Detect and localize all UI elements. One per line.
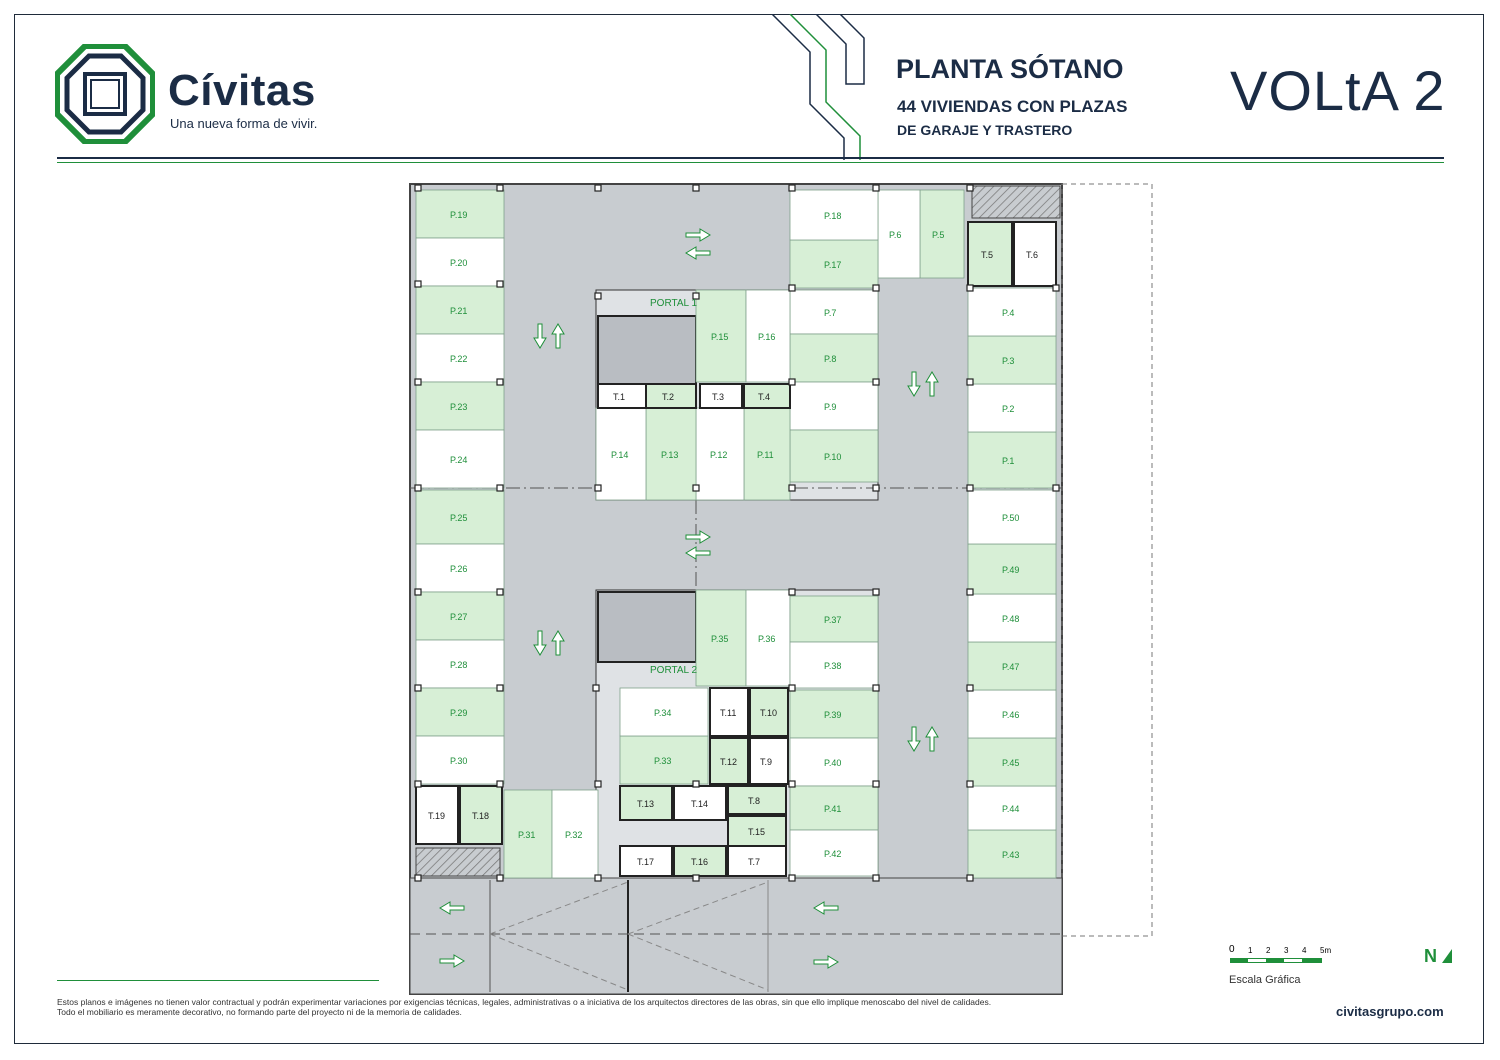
structural-column <box>789 875 795 881</box>
parking-label: P.6 <box>889 230 902 240</box>
structural-column <box>497 685 503 691</box>
brand-tagline: Una nueva forma de vivir. <box>170 116 318 131</box>
structural-column <box>415 685 421 691</box>
scale-tick: 0 <box>1229 944 1235 955</box>
parking-label: P.5 <box>932 230 945 240</box>
storage-label: T.10 <box>760 708 778 718</box>
parking-label: P.39 <box>824 710 842 720</box>
storage-label: T.4 <box>758 392 771 402</box>
parking-label: P.28 <box>450 660 468 670</box>
parking-label: P.46 <box>1002 710 1020 720</box>
structural-column <box>415 281 421 287</box>
scale-bar <box>1230 957 1324 965</box>
portal-2-label: PORTAL 2 <box>650 665 698 676</box>
parking-label: P.4 <box>1002 308 1015 318</box>
storage-label: T.7 <box>748 857 761 867</box>
structural-column <box>789 285 795 291</box>
page-subtitle-1: 44 VIVIENDAS CON PLAZAS <box>897 97 1128 116</box>
disclaimer-line-2: Todo el mobiliario es meramente decorativo, no formando parte del proyecto ni de la memoria de calidades. <box>57 1007 462 1017</box>
structural-column <box>693 781 699 787</box>
structural-column <box>497 185 503 191</box>
page-title: PLANTA SÓTANO <box>896 54 1124 84</box>
storage-label: T.15 <box>748 827 766 837</box>
parking-label: P.31 <box>518 830 536 840</box>
structural-column <box>693 485 699 491</box>
structural-column <box>873 685 879 691</box>
parking-label: P.23 <box>450 402 468 412</box>
portal-1-label: PORTAL 1 <box>650 298 698 309</box>
storage-label: T.12 <box>720 757 738 767</box>
stair-core-1 <box>598 316 696 384</box>
parking-label: P.11 <box>757 450 774 460</box>
storage-label: T.16 <box>691 857 709 867</box>
scale-tick: 3 <box>1284 946 1289 955</box>
adjacent-plot-outline <box>1062 184 1152 936</box>
storage-label: T.14 <box>691 799 709 809</box>
structural-column <box>789 781 795 787</box>
parking-label: P.7 <box>824 308 837 318</box>
structural-column <box>873 589 879 595</box>
hatched-shaft-top <box>972 186 1060 218</box>
footer-rule <box>57 980 379 981</box>
north-arrow-icon <box>1442 949 1452 963</box>
structural-column <box>415 185 421 191</box>
ramp-area <box>410 878 1062 994</box>
parking-label: P.9 <box>824 402 837 412</box>
page-subtitle-2: DE GARAJE Y TRASTERO <box>897 122 1073 138</box>
parking-label: P.41 <box>824 804 842 814</box>
parking-label: P.42 <box>824 849 842 859</box>
storage-label: T.9 <box>760 757 773 767</box>
storage-label: T.11 <box>720 708 737 718</box>
parking-label: P.34 <box>654 708 672 718</box>
structural-column <box>789 485 795 491</box>
brand-name: Cívitas <box>168 66 316 115</box>
parking-label: P.44 <box>1002 804 1020 814</box>
structural-column <box>873 781 879 787</box>
parking-label: P.15 <box>711 332 729 342</box>
structural-column <box>595 185 601 191</box>
structural-column <box>789 685 795 691</box>
parking-label: P.32 <box>565 830 583 840</box>
structural-column <box>497 589 503 595</box>
structural-column <box>595 781 601 787</box>
parking-label: P.2 <box>1002 404 1015 414</box>
structural-column <box>967 379 973 385</box>
parking-label: P.25 <box>450 513 468 523</box>
north-letter: N <box>1424 946 1437 966</box>
structural-column <box>693 875 699 881</box>
storage-label: T.17 <box>637 857 655 867</box>
storage-label: T.8 <box>748 796 761 806</box>
scale-tick: 4 <box>1302 946 1307 955</box>
parking-label: P.36 <box>758 634 776 644</box>
structural-column <box>497 379 503 385</box>
storage-label: T.2 <box>662 392 675 402</box>
structural-column <box>497 781 503 787</box>
parking-label: P.17 <box>824 260 842 270</box>
structural-column <box>693 185 699 191</box>
structural-column <box>789 185 795 191</box>
parking-label: P.29 <box>450 708 468 718</box>
parking-label: P.3 <box>1002 356 1015 366</box>
parking-label: P.38 <box>824 661 842 671</box>
structural-column <box>967 485 973 491</box>
parking-label: P.21 <box>450 306 468 316</box>
parking-label: P.50 <box>1002 513 1020 523</box>
structural-column <box>595 293 601 299</box>
parking-label: P.30 <box>450 756 468 766</box>
structural-column <box>415 379 421 385</box>
parking-label: P.10 <box>824 452 842 462</box>
structural-column <box>415 875 421 881</box>
parking-label: P.13 <box>661 450 679 460</box>
project-logo: VOLtA 2 <box>1230 59 1446 122</box>
structural-column <box>497 281 503 287</box>
structural-column <box>595 875 601 881</box>
structural-column <box>415 485 421 491</box>
parking-label: P.1 <box>1002 456 1015 466</box>
parking-label: P.20 <box>450 258 468 268</box>
structural-column <box>967 781 973 787</box>
parking-label: P.33 <box>654 756 672 766</box>
structural-column <box>967 285 973 291</box>
parking-label: P.45 <box>1002 758 1020 768</box>
structural-column <box>789 379 795 385</box>
parking-label: P.43 <box>1002 850 1020 860</box>
storage-label: T.5 <box>981 250 994 260</box>
parking-label: P.47 <box>1002 662 1020 672</box>
structural-column <box>593 685 599 691</box>
structural-column <box>873 485 879 491</box>
structural-column <box>967 589 973 595</box>
storage-label: T.13 <box>637 799 655 809</box>
scale-tick: 2 <box>1266 946 1271 955</box>
structural-column <box>967 875 973 881</box>
parking-label: P.35 <box>711 634 729 644</box>
website-link[interactable]: civitasgrupo.com <box>1336 1004 1444 1019</box>
structural-column <box>595 485 601 491</box>
parking-label: P.26 <box>450 564 468 574</box>
parking-label: P.27 <box>450 612 468 622</box>
scale-label: Escala Gráfica <box>1229 974 1301 986</box>
parking-label: P.49 <box>1002 565 1020 575</box>
structural-column <box>415 589 421 595</box>
parking-label: P.8 <box>824 354 837 364</box>
parking-label: P.16 <box>758 332 776 342</box>
parking-label: P.14 <box>611 450 629 460</box>
parking-label: P.37 <box>824 615 842 625</box>
structural-column <box>1053 485 1059 491</box>
structural-column <box>873 379 879 385</box>
structural-column <box>1053 285 1059 291</box>
storage-label: T.1 <box>613 392 626 402</box>
structural-column <box>967 185 973 191</box>
structural-column <box>873 875 879 881</box>
parking-label: P.18 <box>824 211 842 221</box>
north-indicator <box>1424 946 1452 967</box>
storage-label: T.6 <box>1026 250 1039 260</box>
parking-label: P.22 <box>450 354 468 364</box>
disclaimer <box>57 997 1057 1017</box>
parking-label: P.12 <box>710 450 728 460</box>
scale-tick: 1 <box>1248 946 1253 955</box>
structural-column <box>873 185 879 191</box>
storage-label: T.3 <box>712 392 725 402</box>
parking-label: P.19 <box>450 210 468 220</box>
scale-ticks <box>1229 944 1333 956</box>
disclaimer-line-1: Estos planos e imágenes no tienen valor contractual y podrán experimentar variaciones por exigencias técnicas, legales, administrativas o a iniciativa de los arquitectos directores de las obras, sin que ello implique menoscabo del nivel de calidades. <box>57 997 992 1007</box>
structural-column <box>967 685 973 691</box>
parking-label: P.40 <box>824 758 842 768</box>
structural-column <box>873 285 879 291</box>
storage-label: T.18 <box>472 811 490 821</box>
structural-column <box>789 589 795 595</box>
stair-core-2 <box>598 592 696 662</box>
hatched-shaft-bottom <box>416 848 500 876</box>
scale-tick: 5m <box>1320 946 1332 955</box>
structural-column <box>497 875 503 881</box>
structural-column <box>497 485 503 491</box>
parking-label: P.24 <box>450 455 468 465</box>
structural-column <box>415 781 421 787</box>
parking-label: P.48 <box>1002 614 1020 624</box>
storage-label: T.19 <box>428 811 446 821</box>
